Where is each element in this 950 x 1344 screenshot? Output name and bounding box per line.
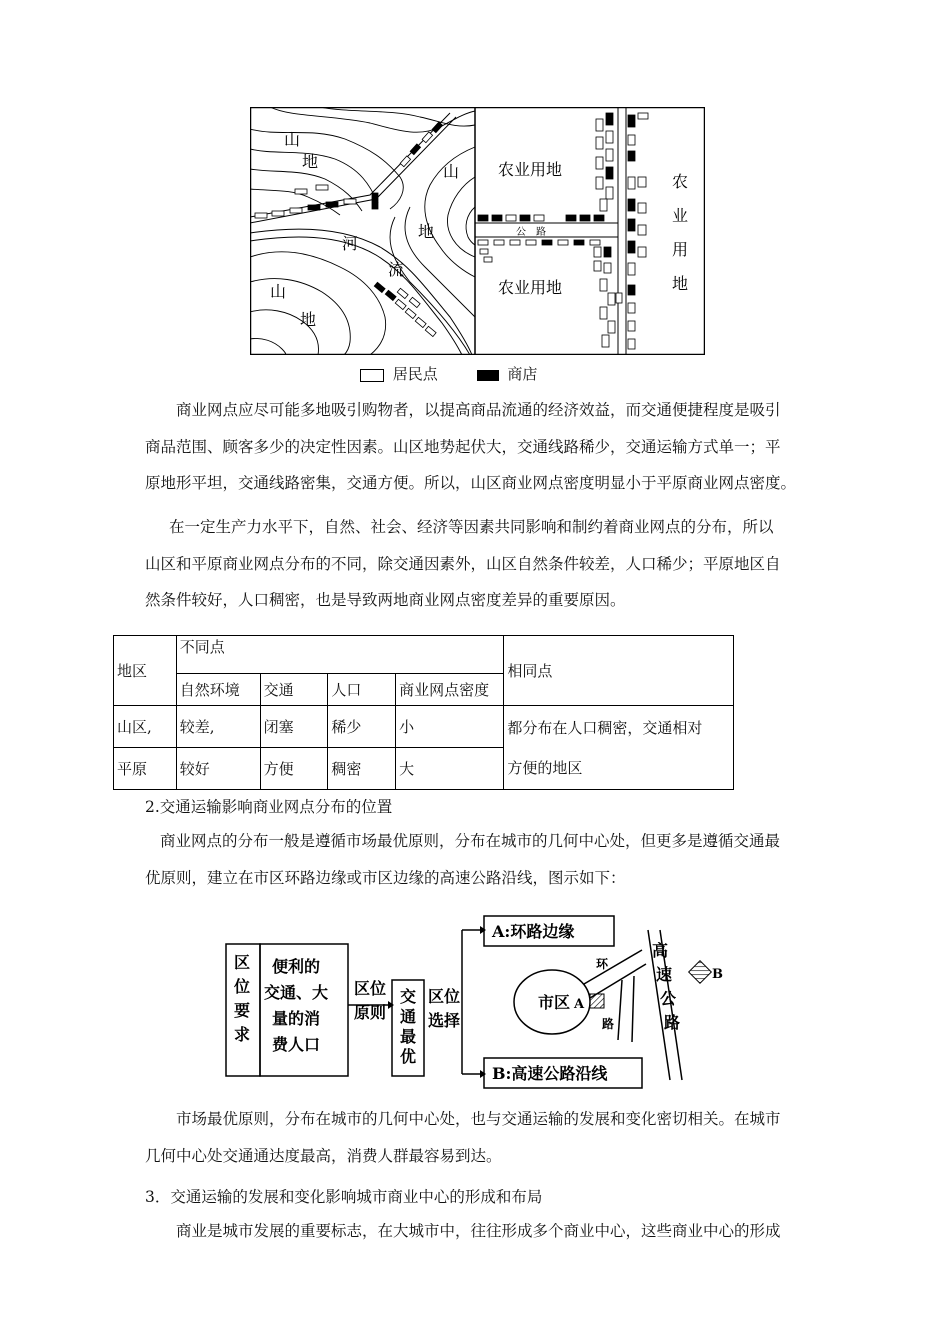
- shop-legend-label: 商店: [507, 365, 538, 383]
- residential-legend-swatch: [360, 369, 384, 382]
- same-header: 相同点: [504, 636, 734, 706]
- map-label: 农业用地: [498, 160, 563, 179]
- flow-text: 交: [400, 987, 417, 1006]
- flow-text: 费人口: [272, 1035, 321, 1054]
- map-label: 地: [418, 222, 435, 241]
- text-line: 几何中心处交通通达度最高，消费人群最容易到达。: [145, 1146, 502, 1165]
- highway-char: 高: [652, 941, 669, 960]
- shop-legend-swatch: [477, 370, 499, 381]
- map-label: 流: [388, 260, 405, 279]
- text-line: 然条件较好，人口稠密，也是导致两地商业网点密度差异的重要原因。: [145, 591, 626, 609]
- row-name: 山区,: [114, 706, 177, 748]
- ring-label: 环: [596, 957, 609, 971]
- difference-header: 不同点: [176, 636, 504, 674]
- table-cell: 较好: [176, 748, 260, 790]
- map-label: 地: [672, 274, 689, 293]
- site-b-label: B: [712, 967, 723, 982]
- flow-text: 最: [400, 1027, 417, 1046]
- flow-text: 区位: [428, 987, 461, 1006]
- map-label: 地: [302, 152, 319, 171]
- paragraph-1: [145, 392, 845, 502]
- paragraph-5: [145, 1213, 845, 1250]
- map-label: 业: [672, 206, 689, 225]
- table-cell: 闭塞: [260, 706, 328, 748]
- comparison-table: [113, 635, 734, 790]
- flow-text: 便利的: [272, 957, 321, 976]
- table-cell: 稀少: [328, 706, 396, 748]
- text-line: 优原则，建立在市区环路边缘或市区边缘的高速公路沿线，图示如下：: [145, 868, 626, 887]
- flow-text: 原则: [354, 1003, 387, 1022]
- flow-text: 交通、大: [264, 983, 329, 1002]
- map-label: 河: [342, 234, 359, 253]
- text-line: 原地形平坦，交通线路密集，交通方便。所以，山区商业网点密度明显小于平原商业网点密度。: [145, 474, 797, 492]
- highway-char: 路: [664, 1013, 681, 1032]
- paragraph-4: [145, 1101, 845, 1174]
- flow-text: 要: [234, 1001, 251, 1020]
- table-cell: 大: [396, 748, 504, 790]
- column-header: 人口: [328, 674, 396, 706]
- text-line: 在一定生产力水平下，自然、社会、经济等因素共同影响和制约着商业网点的分布，所以: [169, 518, 774, 536]
- map-label: 用: [672, 240, 689, 259]
- same-text-line: 方便的地区: [507, 758, 583, 777]
- flow-text: 优: [400, 1047, 417, 1066]
- table-cell: 小: [396, 706, 504, 748]
- flow-text: 区位: [354, 979, 387, 998]
- text-line: 商业是城市发展的重要标志，在大城市中，往往形成多个商业中心，这些商业中心的形成: [176, 1222, 781, 1240]
- site-a-label: A: [574, 997, 585, 1012]
- flow-text: 量的消: [272, 1009, 321, 1028]
- flow-text: 求: [234, 1025, 251, 1044]
- map-label: 山: [443, 162, 460, 181]
- same-cell: [504, 706, 734, 790]
- road-label: 路: [602, 1017, 615, 1031]
- map-label: 农业用地: [498, 278, 563, 297]
- column-header: 交通: [260, 674, 328, 706]
- table-cell: 方便: [260, 748, 328, 790]
- highway-label: B:高速公路沿线: [492, 1064, 608, 1083]
- column-header: 自然环境: [176, 674, 260, 706]
- ring-edge-label: A:环路边缘: [492, 922, 575, 941]
- map-label: 山: [270, 282, 287, 301]
- map-label: 地: [300, 310, 317, 329]
- table-cell: 稠密: [328, 748, 396, 790]
- same-text-line: 都分布在人口稠密，交通相对: [507, 718, 703, 737]
- map-label: 农: [672, 172, 689, 191]
- row-name: 平原: [114, 748, 177, 790]
- paragraph-3: [145, 823, 845, 896]
- text-line: 山区和平原商业网点分布的不同，除交通因素外，山区自然条件较差，人口稀少；平原地区自: [145, 554, 781, 573]
- map-label: 山: [284, 130, 301, 149]
- region-header: 地区: [114, 636, 177, 706]
- flow-text: 位: [234, 977, 251, 996]
- flow-text: 通: [400, 1007, 417, 1026]
- location-flow-diagram: [222, 910, 742, 1090]
- map-legend: [360, 363, 537, 384]
- section-heading-3: 3．交通运输的发展和变化影响城市商业中心的形成和布局: [145, 1188, 543, 1206]
- highway-char: 公: [660, 989, 677, 1008]
- table-row: [114, 706, 734, 748]
- paragraph-2: [145, 509, 845, 619]
- flow-text: 选择: [428, 1011, 461, 1030]
- flow-text: 区: [234, 953, 251, 972]
- site-b-marker: [689, 961, 712, 984]
- city-label: 市区: [538, 993, 571, 1012]
- table-cell: 较差,: [176, 706, 260, 748]
- text-line: 商业网点的分布一般是遵循市场最优原则，分布在城市的几何中心处，但更多是遵循交通最: [160, 832, 781, 850]
- site-a-marker: [590, 994, 604, 1008]
- residential-legend-label: 居民点: [392, 365, 438, 383]
- text-line: 商业网点应尽可能多地吸引购物者，以提高商品流通的经济效益，而交通便捷程度是吸引: [176, 401, 781, 419]
- column-header: 商业网点密度: [396, 674, 504, 706]
- highway-char: 速: [656, 965, 673, 984]
- map-label: 公 路: [516, 227, 546, 238]
- text-line: 市场最优原则，分布在城市的几何中心处，也与交通运输的发展和变化密切相关。在城市: [176, 1110, 781, 1128]
- section-heading-2: 2.交通运输影响商业网点分布的位置: [145, 798, 393, 816]
- text-line: 商品范围、顾客多少的决定性因素。山区地势起伏大，交通线路稀少，交通运输方式单一；平: [145, 437, 781, 456]
- settlement-map: [250, 107, 705, 355]
